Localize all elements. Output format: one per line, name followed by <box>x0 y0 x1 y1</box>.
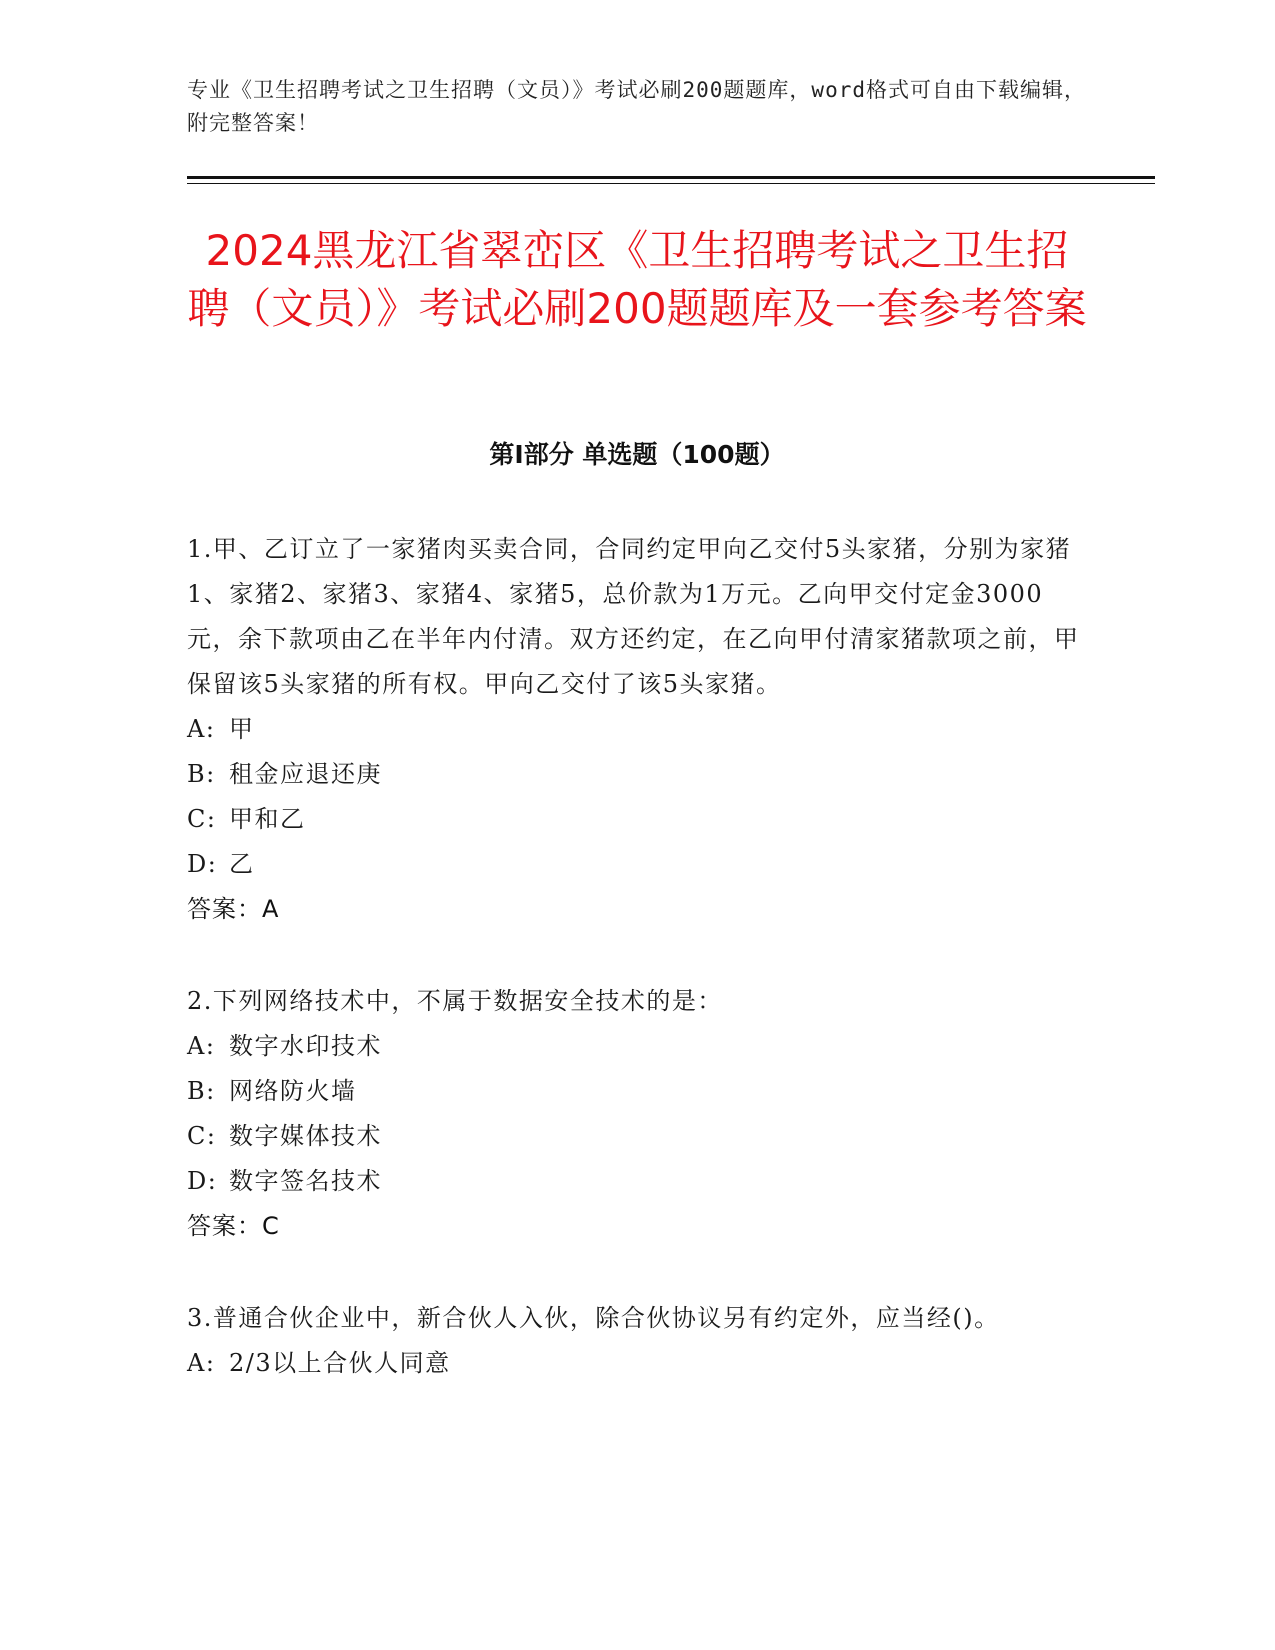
option-text: 甲 <box>229 715 255 743</box>
option-text: 网络防火墙 <box>229 1077 357 1105</box>
option-a <box>187 1024 1087 1069</box>
option-c <box>187 1114 1087 1159</box>
document-title: 2024黑龙江省翠峦区《卫生招聘考试之卫生招聘（文员）》考试必刷200题题库及一套参考答案 <box>187 226 1087 333</box>
option-key: B: <box>187 1077 216 1105</box>
option-text: 甲和乙 <box>229 805 306 833</box>
option-key: A: <box>187 715 216 743</box>
option-b <box>187 1069 1087 1114</box>
option-key: C: <box>187 805 217 833</box>
option-text: 数字水印技术 <box>229 1032 382 1060</box>
option-a <box>187 1341 1087 1386</box>
question-1 <box>187 527 1087 932</box>
option-d <box>187 1159 1087 1204</box>
header-note: 专业《卫生招聘考试之卫生招聘（文员）》考试必刷200题题库，word格式可自由下载编辑，附完整答案！ <box>187 78 1086 135</box>
option-key: D: <box>187 1167 218 1195</box>
option-c <box>187 797 1087 842</box>
option-d <box>187 842 1087 887</box>
option-key: A: <box>187 1349 216 1377</box>
option-text: 乙 <box>229 850 255 878</box>
option-key: A: <box>187 1032 216 1060</box>
question-3 <box>187 1296 1087 1386</box>
option-key: D: <box>187 850 218 878</box>
option-key: B: <box>187 760 216 788</box>
question-list <box>187 527 1087 1433</box>
question-stem: 2.下列网络技术中，不属于数据安全技术的是： <box>187 987 723 1015</box>
header-divider-thin <box>187 183 1155 184</box>
option-b <box>187 752 1087 797</box>
question-stem: 1.甲、乙订立了一家猪肉买卖合同，合同约定甲向乙交付5头家猪，分别为家猪1、家猪2、家猪3、家猪4、家猪5，总价款为1万元。乙向甲交付定金3000元，余下款项由乙在半年内付清。双方还约定，在乙向甲付清家猪款项之前，甲保留该5头家猪的所有权。甲向乙交付了该5头家猪。 <box>187 535 1080 698</box>
answer-line: 答案：A <box>187 895 280 923</box>
option-key: C: <box>187 1122 217 1150</box>
option-text: 2/3以上合伙人同意 <box>229 1349 451 1377</box>
option-text: 数字签名技术 <box>229 1167 382 1195</box>
answer-line: 答案：C <box>187 1212 280 1240</box>
header-divider-thick <box>187 176 1155 179</box>
section-heading: 第Ⅰ部分 单选题（100题） <box>489 440 785 469</box>
option-text: 数字媒体技术 <box>229 1122 382 1150</box>
option-text: 租金应退还庚 <box>229 760 382 788</box>
option-a <box>187 707 1087 752</box>
question-2 <box>187 979 1087 1249</box>
question-stem: 3.普通合伙企业中，新合伙人入伙，除合伙协议另有约定外，应当经()。 <box>187 1304 1000 1332</box>
